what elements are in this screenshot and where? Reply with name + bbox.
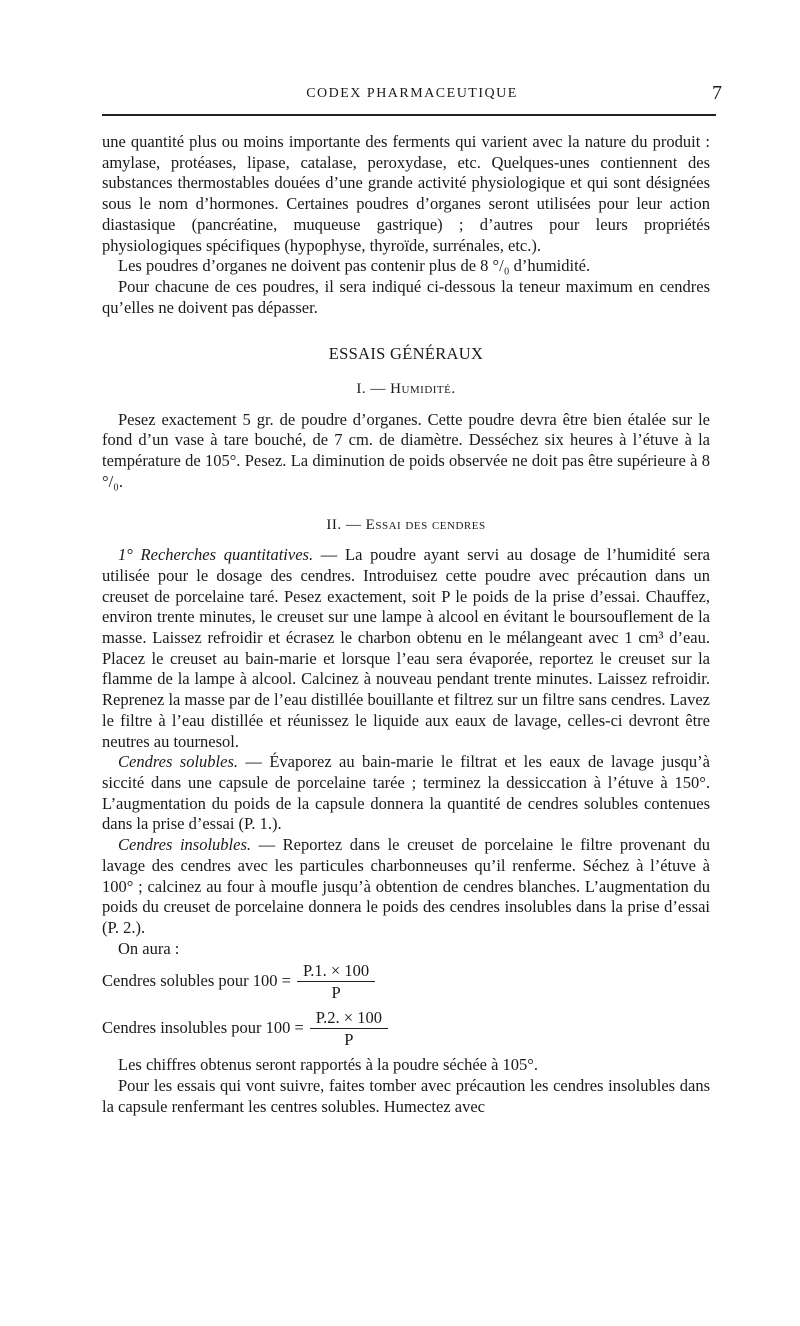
paragraph-cendres-insolubles bbox=[102, 835, 710, 939]
formula-insolubles bbox=[102, 1008, 710, 1049]
run-in-heading: 1° Recherches quantitatives. bbox=[118, 545, 314, 565]
paragraph-humidity-limit: Les poudres d’organes ne doivent pas contenir plus de 8 °/₀ d’humidité. bbox=[118, 256, 591, 276]
running-header bbox=[102, 84, 722, 106]
run-in-heading: Cendres solubles. bbox=[118, 752, 239, 772]
subsection-number: I. — bbox=[356, 381, 386, 398]
fraction-denominator: P bbox=[344, 1030, 354, 1050]
subsection-number: II. — bbox=[326, 516, 362, 533]
paragraph-text: — La poudre ayant servi au dosage de l’humidité sera utilisée pour le dosage des cendres. Introduisez cette poudre avec précaution dans un creuset de porcelaine taré. Pesez exactement, soit P le poids de la prise d’essai. Chauffez, environ trente minutes, le creuset sur une lampe à alcool en évitant le boursouflement de la masse. Laissez refroidir et écrasez le charbon obtenu en le mélangeant avec 1 cm³ d’eau. Placez le creuset au bain-marie et lorsque l’eau sera évaporée, reportez le creuset sur la flamme de la lampe à alcool. Calcinez à nouveau pendant trente minutes. Laissez refroidir. Reprenez la masse par de l’eau distillée bouillante et filtrez sur un filtre sans cendres. Lavez le filtre à l’eau distillée et réunissez le liquide aux eaux de lavage, celles-ci devront être neutres au tournesol. bbox=[102, 545, 711, 751]
paragraph-intro: une quantité plus ou moins importante des ferments qui varient avec la nature du produit : amylase, protéases, lipase, catalase, peroxydase, etc. Quelques-unes contiennent des substances thermostables douées d’une grande activité physiologique et qui sont désignées sous le nom d’hormones. Certaines poudres d’organes seront utilisées pour leur action diastasique (pancréatine, muqueuse gastrique) ; d’autres pour leurs propriétés physiologiques spécifiques (hypophyse, thyroïde, surrénales, etc.). bbox=[102, 132, 710, 255]
formula-label: Cendres solubles pour 100 = bbox=[102, 971, 291, 991]
page-body bbox=[102, 132, 710, 1117]
page-number: 7 bbox=[712, 82, 722, 104]
run-in-heading: Cendres insolubles. bbox=[118, 835, 251, 855]
subsection-heading-humidite bbox=[102, 379, 710, 400]
paragraph-quantitative bbox=[102, 545, 710, 752]
paragraph-text: — Évaporez au bain-marie le filtrat et les eaux de lavage jusqu’à siccité dans une capsule de porcelaine tarée ; terminez la dessiccation à l’étuve à 150°. L’augmentation du poids de la capsule donnera la quantité de cendres solubles contenues dans la prise d’essai (P. 1.). bbox=[102, 752, 710, 834]
fraction-denominator: P bbox=[331, 983, 341, 1003]
formula-label: Cendres insolubles pour 100 = bbox=[102, 1018, 304, 1038]
formula-solubles bbox=[102, 961, 710, 1002]
subsection-title: Essai des cendres bbox=[365, 516, 486, 533]
fraction bbox=[297, 961, 375, 1002]
paragraph-cendres-solubles bbox=[102, 752, 710, 835]
on-aura-line: On aura : bbox=[118, 938, 180, 958]
paragraph-ash-limit: Pour chacune de ces poudres, il sera indiqué ci-dessous la teneur maximum en cendres qu’elles ne doivent pas dépasser. bbox=[102, 276, 710, 317]
paragraph-next-tests: Pour les essais qui vont suivre, faites tomber avec précaution les cendres insolubles dans la capsule renfermant les centres solubles. Humectez avec bbox=[102, 1076, 710, 1116]
fraction-numerator: P.2. × 100 bbox=[310, 1008, 388, 1029]
subsection-heading-cendres bbox=[102, 515, 710, 536]
fraction-numerator: P.1. × 100 bbox=[297, 961, 375, 982]
paragraph-results: Les chiffres obtenus seront rapportés à la poudre séchée à 105°. bbox=[118, 1055, 539, 1075]
header-title: CODEX PHARMACEUTIQUE bbox=[306, 86, 518, 101]
fraction bbox=[310, 1008, 388, 1049]
subsection-title: Humidité. bbox=[390, 381, 456, 398]
paragraph-text: — Reportez dans le creuset de porcelaine le filtre provenant du lavage des cendres avec les particules charbonneuses qu’il renferme. Séchez à l’étuve à 100° ; calcinez au four à moufle jusqu’à obtention de cendres blanches. L’augmentation du poids du creuset de porcelaine donnera le poids des cendres insolubles dans la prise d’essai (P. 2.). bbox=[102, 835, 710, 937]
section-heading: ESSAIS GÉNÉRAUX bbox=[328, 344, 484, 364]
header-rule bbox=[102, 114, 716, 116]
paragraph-humidite: Pesez exactement 5 gr. de poudre d’organes. Cette poudre devra être bien étalée sur le fond d’un vase à tare bouché, de 7 cm. de diamètre. Desséchez six heures à l’étuve à la température de 105°. Pesez. La diminution de poids observée ne doit pas être supérieure à 8 °/₀. bbox=[102, 409, 710, 491]
